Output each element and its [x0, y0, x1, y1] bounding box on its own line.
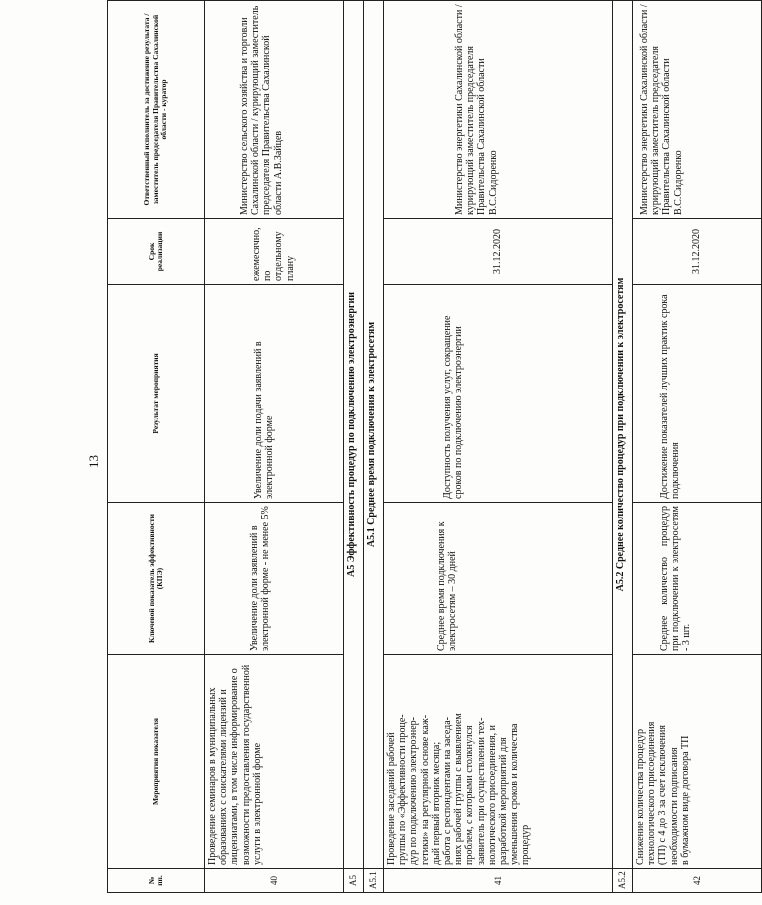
table-row [633, 1, 762, 893]
table-header-row [108, 1, 205, 893]
header-responsible: Ответственный исполнитель за достижение результата / заместитель председателя Правительства Сахалинской области - куратор [108, 1, 205, 219]
header-result: Результат мероприятия [108, 285, 205, 503]
result-cell: Доступность получения услуг, сокращение сроков по подключению электроэнергии [384, 285, 613, 503]
kpi-cell: Увеличение доли заявлений в электронной форме - не менее 5% [205, 503, 344, 655]
measure-line: гетики» на регулярной основе каж- [419, 714, 431, 865]
measure-line: заявитель при осуществлении тех- [475, 717, 487, 865]
section-number: А5.2 [613, 869, 633, 893]
header-measure: Мероприятия показателя [108, 655, 205, 869]
measure-line: разработкой мероприятий для [497, 737, 509, 865]
measure-line: дур по подключению электроэнер- [408, 717, 420, 865]
section-number: А5 [344, 869, 364, 893]
result-cell: Увеличение доли подачи заявлений в электронной форме [205, 285, 344, 503]
kpi-cell: Среднее время подключения к электросетям – 30 дней [384, 503, 613, 655]
responsible-cell: Министерство энергетики Сахалинской области / курирующий заместитель председателя Правительства Сахалинской области В.С.Сидоренко [633, 1, 762, 219]
measure-line: проблем, с которыми столкнулся [464, 725, 476, 865]
row-number: 40 [205, 869, 344, 893]
measure-line: (ТП) с 4 до 3 за счет исключения [657, 725, 669, 865]
measure-line: группы по «Эффективности проце- [397, 714, 409, 865]
header-deadline: Срок реализации [108, 219, 205, 285]
measure-cell: Проведение семинаров в муниципальных образованиях с соискателями лицензий и лицензиатами, в том числе информирование о возможности предоставления государственной услуги в электронной форме [205, 655, 344, 869]
table-row [205, 1, 344, 893]
deadline-cell: 31.12.2020 [384, 219, 613, 285]
deadline-cell: 31.12.2020 [633, 219, 762, 285]
measure-line: уменьшения сроков и количества [509, 723, 521, 865]
section-title: А5 Эффективность процедур по подключению электроэнергии [344, 1, 364, 869]
measures-table [107, 0, 762, 893]
section-row-a5-1 [364, 1, 384, 893]
table-row [384, 1, 613, 893]
measure-line: процедур [520, 824, 532, 865]
measure-line: в бумажном виде договора ТП [679, 735, 691, 865]
measure-line: Проведение заседаний рабочей [386, 732, 397, 865]
responsible-cell: Министерство сельского хозяйства и торговли Сахалинской области / курирующий заместитель председателя Правительства Сахалинской области А.В.Зайцев [205, 1, 344, 219]
result-cell: Достижение показателей лучших практик срока подключения [633, 285, 762, 503]
page-number: 13 [86, 455, 101, 468]
row-number: 42 [633, 869, 762, 893]
kpi-cell: Среднее количество процедур при подключении к электросетям - 3 шт. [633, 503, 762, 655]
section-title: А5.2 Среднее количество процедур при подключении к электросетям [613, 1, 633, 869]
measure-line: ниях рабочей группы с выявлением [453, 713, 465, 865]
responsible-cell: Министерство энергетики Сахалинской области / курирующий заместитель председателя Правительства Сахалинской области В.С.Сидоренко [384, 1, 613, 219]
row-number: 41 [384, 869, 613, 893]
deadline-cell: ежемесячно, по отдельному плану [205, 219, 344, 285]
section-row-a5-2 [613, 1, 633, 893]
measure-line: необходимости подписания [668, 747, 680, 865]
measure-line: нологического присоединения, и [486, 725, 498, 865]
measure-line: Снижение количества процедур [635, 729, 646, 865]
section-number: А5.1 [364, 869, 384, 893]
measure-cell [633, 655, 762, 869]
measure-line: работа с респондентами на заседа- [441, 717, 453, 865]
section-row-a5 [344, 1, 364, 893]
section-title: А5.1 Среднее время подключения к электросетям [364, 1, 384, 869]
measure-line: технологического присоединения [646, 721, 658, 865]
measure-line: дый первый вторник месяца; [430, 741, 442, 865]
measure-cell [384, 655, 613, 869]
header-kpi: Ключевой показатель эффективности (КПЭ) [108, 503, 205, 655]
header-num: № пп. [108, 869, 205, 893]
